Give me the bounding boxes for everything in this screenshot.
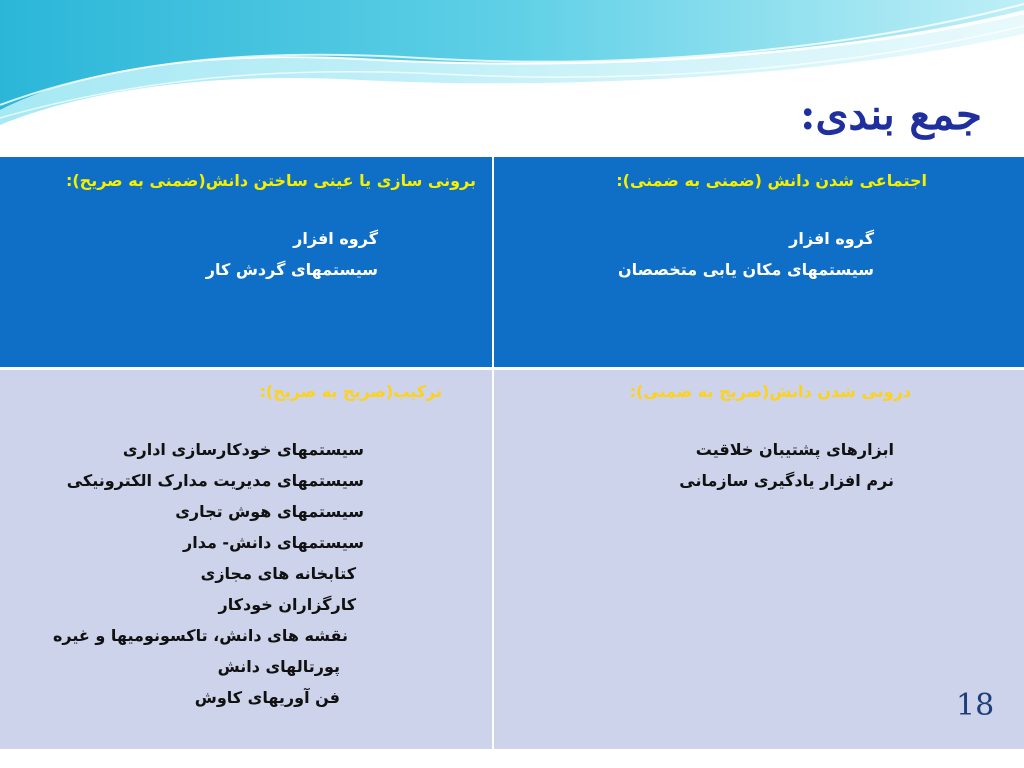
slide-title: جمع بندی: (799, 90, 982, 139)
item-list (53, 434, 364, 713)
page-number: 18 (956, 688, 995, 723)
list-item: ابزارهای پشتیبان خلاقیت (695, 440, 894, 459)
list-item: نقشه های دانش، تاکسونومیها و غیره (52, 626, 348, 645)
list-item: پورتالهای دانش (217, 657, 340, 676)
cell-top-right (494, 157, 1024, 370)
cell-top-left (0, 157, 494, 370)
list-item: فن آوریهای کاوش (194, 688, 340, 707)
cell-heading: اجتماعی شدن دانش (ضمنی به ضمنی): (616, 171, 927, 190)
list-item: سیستمهای مکان یابی متخصصان (618, 260, 874, 279)
list-item: سیستمهای دانش- مدار (183, 533, 364, 552)
list-item: سیستمهای هوش تجاری (175, 502, 364, 521)
list-item: گروه افزار (293, 229, 378, 248)
list-item: نرم افزار یادگیری سازمانی (679, 471, 894, 490)
item-list (618, 223, 874, 285)
item-list (679, 434, 894, 496)
cell-bottom-right (494, 370, 1024, 749)
summary-table (0, 157, 1024, 749)
cell-bottom-left (0, 370, 494, 749)
list-item: کتابخانه های مجازی (200, 564, 356, 583)
cell-heading: ترکیب(صریح به صریح): (259, 382, 442, 401)
list-item: گروه افزار (789, 229, 874, 248)
item-list (206, 223, 378, 285)
cell-heading: درونی شدن دانش(صریح به ضمنی): (629, 382, 911, 401)
list-item: سیستمهای گردش کار (205, 260, 378, 279)
list-item: سیستمهای مدیریت مدارک الکترونیکی (66, 471, 364, 490)
cell-heading: برونی سازی یا عینی ساختن دانش(ضمنی به صریح): (65, 171, 476, 190)
list-item: سیستمهای خودکارسازی اداری (122, 440, 364, 459)
list-item: کارگزاران خودکار (218, 595, 356, 614)
